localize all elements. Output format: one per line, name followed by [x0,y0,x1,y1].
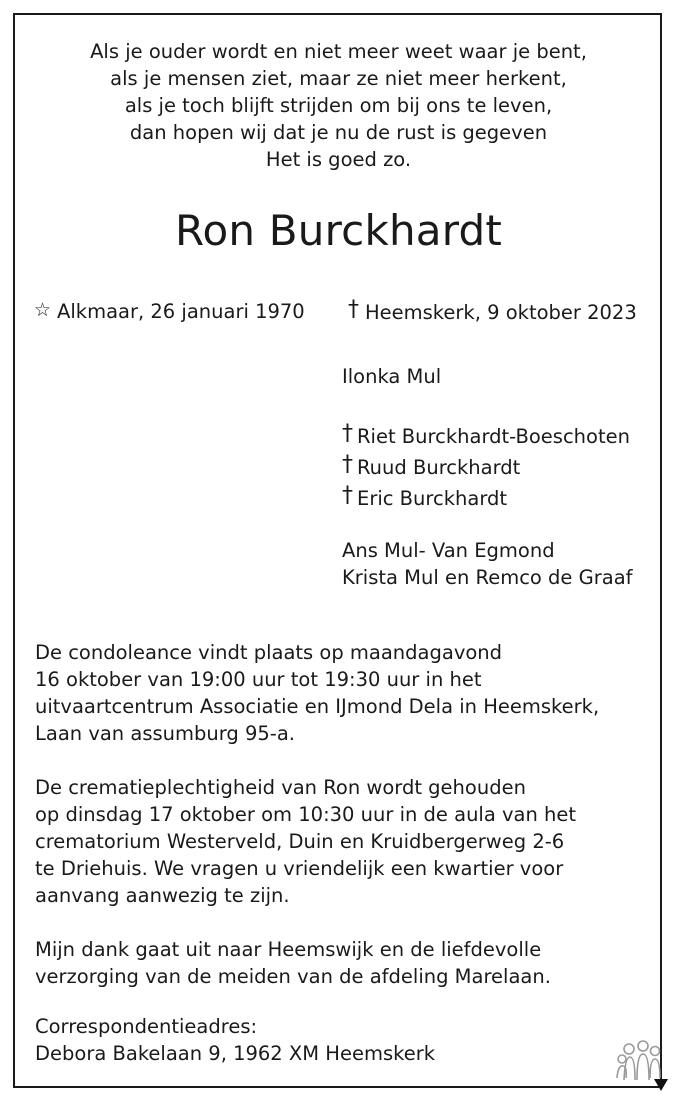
family-others [342,537,633,591]
deceased-name: Ron Burckhardt [175,206,502,255]
family-partner: Ilonka Mul [342,365,442,388]
poem-line: Als je ouder wordt en niet meer weet waar je bent, [90,40,587,63]
paragraph-line: De condoleance vindt plaats op maandagavond [35,641,503,664]
death-text: Heemskerk, 9 oktober 2023 [365,301,637,324]
paragraph-line: De crematieplechtigheid van Ron wordt gehouden [35,776,526,799]
paragraph-line: op dinsdag 17 oktober om 10:30 uur in de aula van het [35,803,577,826]
cross-icon: † [342,483,353,508]
deceased-relatives [342,420,630,513]
paragraph-line: Correspondentieadres: [35,1015,258,1038]
cross-icon: † [342,421,353,446]
poem-line: Het is goed zo. [265,148,412,171]
birth-info [34,296,305,326]
paragraph-line: Mijn dank gaat uit naar Heemswijk en de liefdevolle [35,938,542,961]
relative-name: Riet Burckhardt-Boeschoten [357,425,630,448]
star-icon: ☆ [34,299,52,321]
paragraph-line: crematorium Westerveld, Duin en Kruidbergerweg 2-6 [35,830,565,853]
triangle-down-icon [654,1079,668,1091]
paragraph-line: uitvaartcentrum Associatie en IJmond Dela in Heemskerk, [35,695,600,718]
poem-line: als je toch blijft strijden om bij ons te leven, [124,94,553,117]
death-info [348,296,637,327]
poem [0,38,677,173]
cremation-paragraph [35,774,576,909]
family-member: Ans Mul- Van Egmond [342,539,555,562]
relative-item [342,420,630,451]
relative-item [342,482,630,513]
paragraph-line: Debora Bakelaan 9, 1962 XM Heemskerk [35,1042,436,1065]
paragraph-line: 16 oktober van 19:00 uur tot 19:30 uur in het [35,668,482,691]
relative-name: Ruud Burckhardt [357,456,521,479]
cross-icon: † [348,297,359,322]
birth-text: Alkmaar, 26 januari 1970 [57,300,305,323]
paragraph-line: aanvang aanwezig te zijn. [35,884,290,907]
paragraph-line: Laan van assumburg 95-a. [35,722,295,745]
correspondence-address [35,1013,435,1067]
relative-item [342,451,630,482]
family-member: Krista Mul en Remco de Graaf [342,566,633,589]
relative-name: Eric Burckhardt [357,487,508,510]
thanks-paragraph [35,936,551,990]
poem-line: als je mensen ziet, maar ze niet meer herkent, [110,67,567,90]
cross-icon: † [342,452,353,477]
paragraph-line: verzorging van de meiden van de afdeling Marelaan. [35,965,551,988]
poem-line: dan hopen wij dat je nu de rust is gegeven [129,121,548,144]
condolence-paragraph [35,639,599,747]
paragraph-line: te Driehuis. We vragen u vriendelijk een kwartier voor [35,857,564,880]
